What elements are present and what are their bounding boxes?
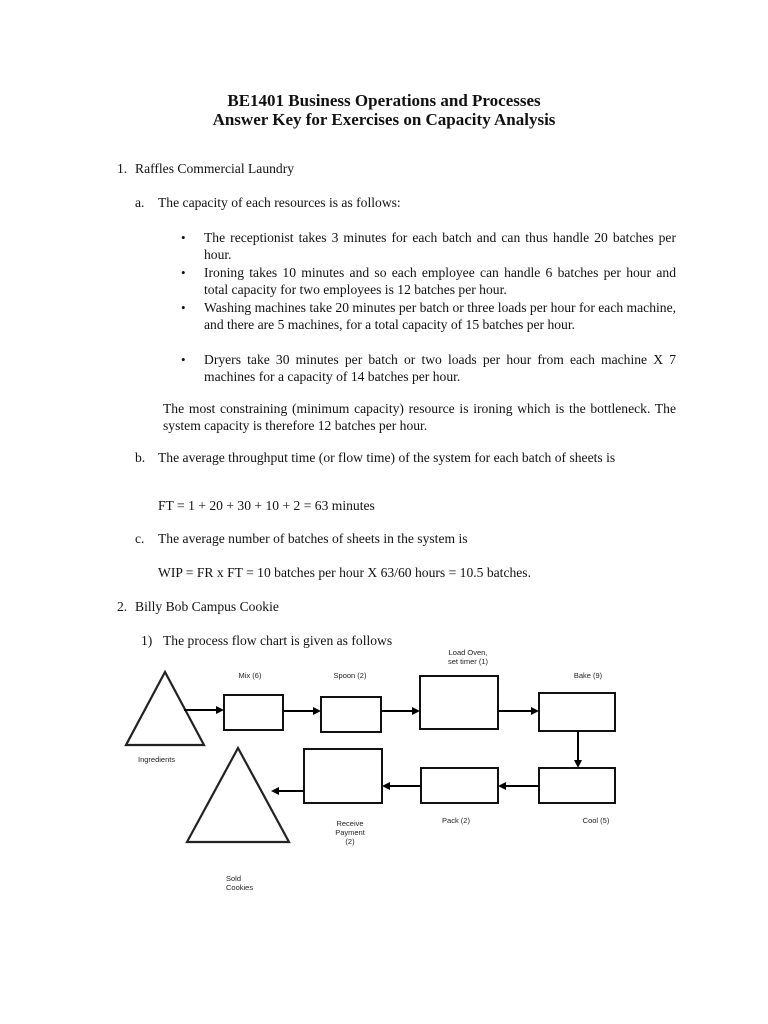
bullet-dot: • bbox=[181, 352, 186, 367]
q2-sub1-label: 1) bbox=[141, 633, 153, 648]
spoon-step-box bbox=[321, 697, 381, 732]
doc-title-line-1: BE1401 Business Operations and Processes bbox=[227, 91, 541, 110]
bake-label: Bake (9) bbox=[573, 671, 603, 680]
receive-payment-label: Receive Payment (2) bbox=[335, 819, 365, 846]
load-oven-step-box bbox=[420, 676, 498, 729]
q1b-text: The average throughput time (or flow time) of the system for each batch of sheets is bbox=[158, 450, 616, 465]
q1a-bullet-1: The receptionist takes 3 minutes for each batch and can thus handle 20 batches per hour. bbox=[204, 230, 676, 262]
q1a-bullet-2: Ironing takes 10 minutes and so each employee can handle 6 batches per hour and total capacity for two employees is 12 batches per hour. bbox=[204, 265, 676, 297]
cool-label: Cool (5) bbox=[582, 816, 610, 825]
q1a-conclusion: The most constraining (minimum capacity) resource is ironing which is the bottleneck. The system capacity is therefore 12 batches per hour. bbox=[163, 401, 676, 433]
q1c-label: c. bbox=[135, 531, 145, 546]
bullet-dot: • bbox=[181, 265, 186, 280]
ingredients-inventory-triangle bbox=[126, 672, 204, 745]
bake-step-box bbox=[539, 693, 615, 731]
sold-cookies-label: Sold Cookies bbox=[226, 874, 254, 892]
mix-step-box bbox=[224, 695, 283, 730]
mix-label: Mix (6) bbox=[238, 671, 262, 680]
q2-title: Billy Bob Campus Cookie bbox=[135, 599, 279, 614]
bullet-dot: • bbox=[181, 230, 186, 245]
pack-label: Pack (2) bbox=[442, 816, 470, 825]
pack-step-box bbox=[421, 768, 498, 803]
q1c-formula: WIP = FR x FT = 10 batches per hour X 63/60 hours = 10.5 batches. bbox=[158, 565, 531, 580]
q1c-text: The average number of batches of sheets in the system is bbox=[158, 531, 468, 546]
q1a-label: a. bbox=[135, 195, 145, 210]
spoon-label: Spoon (2) bbox=[333, 671, 367, 680]
bullet-dot: • bbox=[181, 300, 186, 315]
doc-title-line-2: Answer Key for Exercises on Capacity Analysis bbox=[212, 110, 556, 129]
q2-sub1-text: The process flow chart is given as follows bbox=[163, 633, 393, 648]
load-oven-label: Load Oven, set timer (1) bbox=[447, 648, 488, 666]
q1a-intro: The capacity of each resources is as follows: bbox=[158, 195, 401, 210]
q1b-formula: FT = 1 + 20 + 30 + 10 + 2 = 63 minutes bbox=[158, 498, 375, 513]
q1a-bullet-4: Dryers take 30 minutes per batch or two loads per hour from each machine X 7 machines for a capacity of 14 batches per hour. bbox=[204, 352, 676, 384]
q1a-bullet-3: Washing machines take 20 minutes per batch or three loads per hour for each machine, and there are 5 machines, for a total capacity of 15 batches per hour. bbox=[204, 300, 676, 332]
ingredients-label: Ingredients bbox=[138, 755, 176, 764]
receive-payment-step-box bbox=[304, 749, 382, 803]
q1-number: 1. bbox=[117, 161, 128, 176]
q1-title: Raffles Commercial Laundry bbox=[135, 161, 295, 176]
q2-number: 2. bbox=[117, 599, 128, 614]
q1b-label: b. bbox=[135, 450, 146, 465]
cool-step-box bbox=[539, 768, 615, 803]
sold-cookies-inventory-triangle bbox=[187, 748, 289, 842]
